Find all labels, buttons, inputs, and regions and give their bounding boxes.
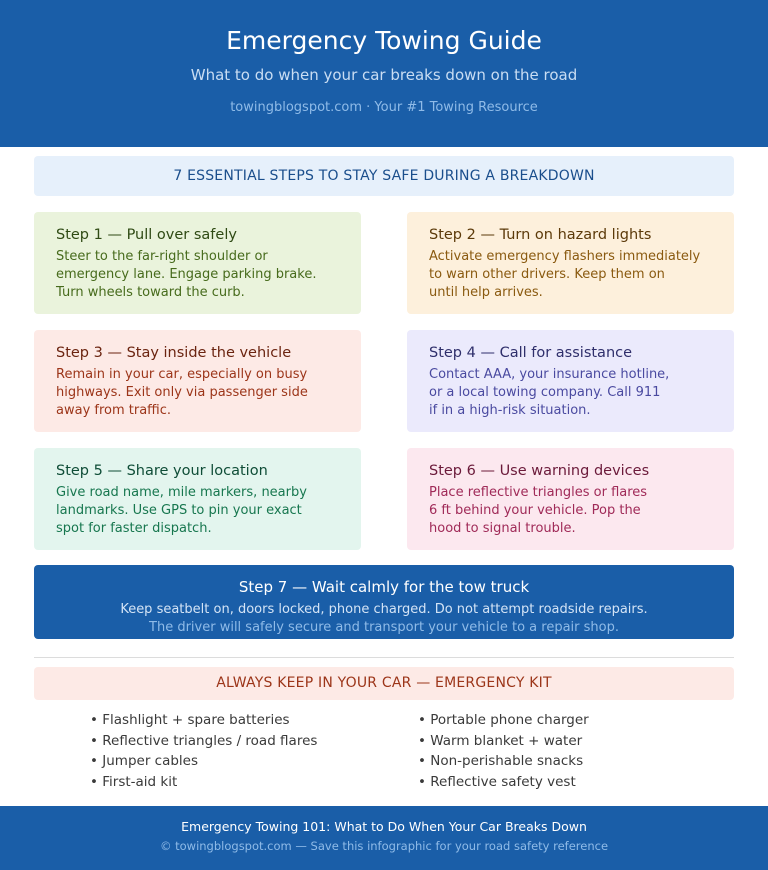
section-divider xyxy=(34,657,734,658)
kit-item: • First-aid kit xyxy=(90,773,178,790)
kit-item: • Portable phone charger xyxy=(418,712,589,728)
step-body-line-1: Keep seatbelt on, doors locked, phone charged. Do not attempt roadside repairs. xyxy=(120,602,648,617)
kit-item: • Reflective safety vest xyxy=(418,773,576,790)
step-body: Remain in your car, especially on busy highways. Exit only via passenger side away from traffic. xyxy=(56,367,308,418)
step-card-7 xyxy=(34,565,734,639)
kit-banner: ALWAYS KEEP IN YOUR CAR — EMERGENCY KIT xyxy=(34,667,734,700)
step-card-2 xyxy=(407,212,734,314)
header xyxy=(0,0,768,147)
step-title: Step 4 — Call for assistance xyxy=(429,345,633,361)
step-title: Step 1 — Pull over safely xyxy=(56,227,237,243)
kit-list-left xyxy=(90,710,317,792)
step-title: Step 7 — Wait calmly for the tow truck xyxy=(238,578,530,596)
step-title: Step 3 — Stay inside the vehicle xyxy=(56,345,292,361)
step-card-6 xyxy=(407,448,734,550)
step-title: Step 5 — Share your location xyxy=(56,463,268,479)
site-tagline: towingblogspot.com · Your #1 Towing Resource xyxy=(230,100,538,115)
step-card-5 xyxy=(34,448,361,550)
step-body: Place reflective triangles or flares 6 ft behind your vehicle. Pop the hood to signal trouble. xyxy=(429,485,648,536)
step-body: Give road name, mile markers, nearby landmarks. Use GPS to pin your exact spot for faster dispatch. xyxy=(56,485,307,536)
footer-title: Emergency Towing 101: What to Do When Your Car Breaks Down xyxy=(181,819,587,834)
kit-item: • Jumper cables xyxy=(90,753,199,769)
kit-item: • Flashlight + spare batteries xyxy=(90,712,290,728)
page-title: Emergency Towing Guide xyxy=(226,26,542,55)
step-body: Activate emergency flashers immediately to warn other drivers. Keep them on until help arrives. xyxy=(429,249,701,300)
steps-banner: 7 ESSENTIAL STEPS TO STAY SAFE DURING A BREAKDOWN xyxy=(34,156,734,196)
kit-item: • Reflective triangles / road flares xyxy=(90,732,318,749)
step-body: Steer to the far-right shoulder or emergency lane. Engage parking brake. Turn wheels toward the curb. xyxy=(56,249,317,300)
kit-list-right xyxy=(418,710,589,792)
footer xyxy=(0,806,768,870)
step-body-line-2: The driver will safely secure and transport your vehicle to a repair shop. xyxy=(149,620,619,635)
step-title: Step 6 — Use warning devices xyxy=(429,463,650,479)
page-subtitle: What to do when your car breaks down on the road xyxy=(190,66,578,84)
step-body: Contact AAA, your insurance hotline, or a local towing company. Call 911 if in a high-risk situation. xyxy=(429,367,670,418)
step-card-3 xyxy=(34,330,361,432)
kit-item: • Warm blanket + water xyxy=(418,732,583,749)
step-card-1 xyxy=(34,212,361,314)
kit-item: • Non-perishable snacks xyxy=(418,753,584,769)
step-card-4 xyxy=(407,330,734,432)
footer-copyright: © towingblogspot.com — Save this infographic for your road safety reference xyxy=(159,839,609,853)
step-title: Step 2 — Turn on hazard lights xyxy=(429,227,652,243)
